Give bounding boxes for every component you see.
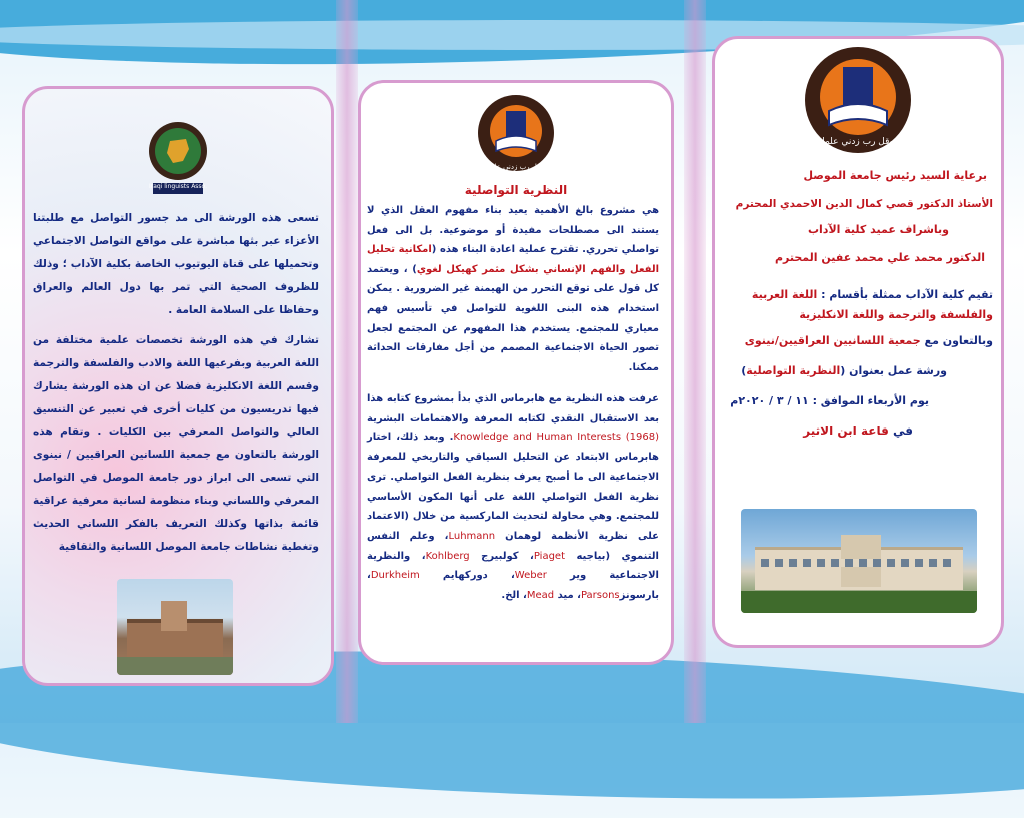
para2-text-b: . وبعد ذلك، اختار هابرماس الابتعاد عن التحليل السياقي والتاريخي للمعرفة الاجتماعية الى ما أصبح يعرف بنظرية الفعل التواصلي. ترى نظرية الفعل التواصلي اللغة على أنها المكون الأساسي للمجتمع. وهي محاولة لتحديث الماركسية من خلال (الاعتماد على نظرية الأنظمة لوهمان <box>367 432 659 542</box>
venue-line <box>753 421 913 441</box>
patronage-line: برعاية السيد رئيس جامعة الموصل <box>803 169 987 182</box>
college-building-photo <box>741 509 977 613</box>
name-luhmann: Luhmann <box>448 530 496 542</box>
mosul-university-logo <box>472 93 560 181</box>
president-name: الأستاذ الدكتور قصي كمال الدين الاحمدي المحترم <box>735 198 993 210</box>
cooperation-line <box>717 331 993 351</box>
venue-label: في <box>888 424 913 438</box>
middle-paragraph-1 <box>367 201 659 377</box>
workshop-title: النظرية التواصلية <box>746 364 841 377</box>
left-paragraph-2: تشارك في هذه الورشة تخصصات علمية مختلفة من اللغة العربية وبفرعيها اللغة والادب والفلسفة والترجمة وقسم اللغة الانكليزية فضلا عن ان هذه الورشة يشارك فيها تدريسيون من كليات أخرى في تعبير عن التنسيق العالي والتواصل المعرفي بين الكليات . وتقام هذه الورشة بالتعاون مع جمعية اللسانين العراقيين / نينوى التي تسعى الى ابراز دور جامعة الموصل في التواصل المعرفي واللساني وبناء منظومة لسانية معرفية عراقية قائمة بذاتها وكذلك التعريف بالفكر اللساني الحديث وتغطية نشاطات جامعة الموصل اللسانية والثقافية <box>33 334 319 553</box>
venue-name: قاعة ابن الاثير <box>803 424 889 438</box>
logo-motto: وقل رب زدني علما <box>822 137 894 147</box>
para1-highlight: امكانية تحليل الفعل والفهم الإنساني بشكل مثمر كهيكل لغوي <box>367 244 659 275</box>
section-title: النظرية التواصلية <box>464 183 568 197</box>
para2-text-h: ، ميد <box>554 590 581 602</box>
name-piaget: Piaget <box>533 550 565 562</box>
workshop-date: يوم الأربعاء الموافق : ١١ / ٣ / ٢٠٢٠م <box>730 394 929 407</box>
workshop-label-close: ) <box>741 364 747 377</box>
workshop-title-line <box>717 361 947 381</box>
cooperation-label: وبالتعاون مع <box>920 334 993 347</box>
organizing-departments <box>717 285 993 325</box>
para2-text-e: ، والنظرية الاجتماعية وير <box>367 550 659 582</box>
middle-paragraph-2 <box>367 389 659 606</box>
para2-text-f: ، دوركهايم <box>419 570 515 582</box>
book-title: Knowledge and Human Interests (1968) <box>453 432 659 444</box>
logo-caption: Iraqi linguists Asso. <box>148 183 208 190</box>
para1-text-end: ) ، ويعتمد كل قول على توقع التحرر من الهيمنة غير الضرورية . يمكن استخدام هذه البنى اللغوية للتواصل في تأسيس فهم معياري للمجتمع. يستخدم هذا المفهوم عن المجتمع لجعل تصور الحياة الاجتماعية المصمم من أجل مفارقات الحداثة ممكنا. <box>367 263 659 373</box>
organizing-label: تقيم كلية الآداب ممثلة بأقسام : <box>817 288 993 301</box>
mosul-university-logo <box>797 45 919 159</box>
association-name: جمعية اللسانيين العراقيين/نينوى <box>744 334 921 347</box>
name-kohlberg: Kohlberg <box>425 550 470 562</box>
left-paragraph-1: تسعى هذه الورشة الى مد جسور التواصل مع طلبتنا الأعزاء عبر بثها مباشرة على مواقع التواصل الاجتماعي وتحميلها على قناة اليوتيوب الخاصة بكلية الآداب ؛ وذلك للظروف الصحية التي تمر بها دول العالم والعراق وحفاظا على السلامة العامة . <box>33 212 319 316</box>
linguists-association-logo <box>145 121 211 199</box>
logo-motto: وقل رب زدني علما <box>488 163 544 171</box>
para2-text-i: ، الخ. <box>501 590 527 602</box>
para2-text-d: ، كولبيرج <box>469 550 534 562</box>
para1-text: هي مشروع بالغ الأهمية يعيد بناء مفهوم العقل الذي لا يستند الى مصطلحات مفيدة أو موضوعية. بل الى فعل تواصلي تحرري. تقترح عملية اعادة البناء هذه ( <box>367 205 659 256</box>
para2-text: عرفت هذه النظرية مع هابرماس الذي بدأ بمشروع كتابه هذا بعد الاستقبال النقدي لكتابه المعرفة والاهتمامات البشرية <box>367 393 659 424</box>
departments-list: اللغة العربية والفلسفة والترجمة واللغة الانكليزية <box>751 288 993 321</box>
dean-name: الدكتور محمد علي محمد عفين المحترم <box>774 251 985 264</box>
para2-text-c: ، وعلم النفس التنموي (بياجيه <box>367 530 659 562</box>
middle-panel <box>358 80 674 665</box>
name-parsons: Parsons <box>580 590 620 602</box>
fold-line <box>684 0 706 723</box>
name-weber: Weber <box>514 570 547 582</box>
para2-text-g: ، بارسونز <box>367 570 659 602</box>
workshop-label: ورشة عمل بعنوان ( <box>840 364 947 377</box>
left-panel <box>22 86 334 686</box>
right-panel <box>712 36 1004 648</box>
name-durkheim: Durkheim <box>370 570 420 582</box>
name-mead: Mead <box>526 590 555 602</box>
university-building-photo <box>117 579 233 675</box>
supervision-line: وباشراف عميد كلية الآداب <box>807 223 949 236</box>
fold-line <box>336 0 358 723</box>
